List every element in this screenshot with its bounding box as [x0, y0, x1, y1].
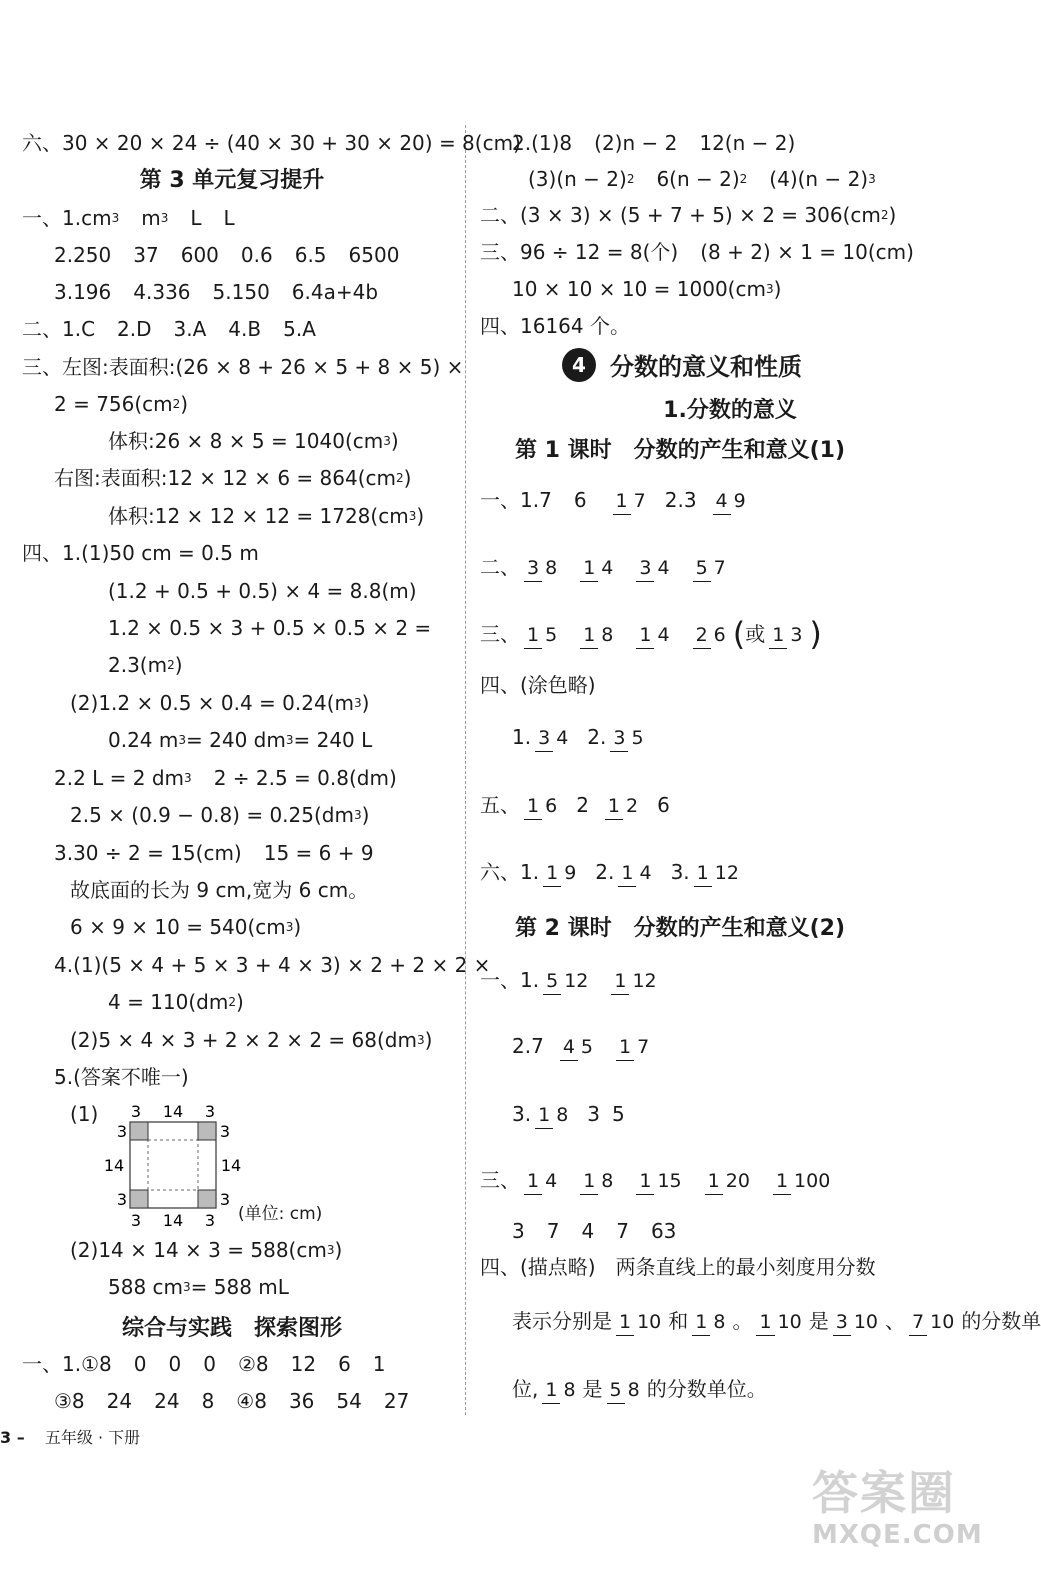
diagram-label: 3	[219, 1122, 231, 1141]
diagram-label: 14	[220, 1156, 242, 1175]
answer-line: (1)	[70, 1102, 99, 1126]
answer-line: 右图:表面积:12 × 12 × 6 = 864(cm 2 )	[54, 466, 412, 490]
fraction: 4 5	[560, 1036, 596, 1057]
diagram-label: 14	[103, 1156, 125, 1175]
answer-line: 三、左图:表面积:(26 × 8 + 26 × 5 + 8 × 5) ×	[22, 355, 464, 379]
watermark-text: 答案圈	[812, 1466, 956, 1520]
answer-line: 10 × 10 × 10 = 1000(cm 3 )	[512, 277, 782, 301]
diagram-label: 3	[204, 1102, 216, 1121]
answer-line: (3)(n − 2) 2 6(n − 2) 2 (4)(n − 2) 3	[528, 167, 876, 191]
answer-line: 二、 3 8 1 4 3 4 5 7	[480, 542, 733, 592]
page-footer	[0, 1425, 140, 1448]
answer-line: 二、(3 × 3) × (5 + 7 + 5) × 2 = 306(cm 2 )	[480, 203, 897, 227]
cut-corner-box-diagram	[100, 1100, 250, 1230]
answer-line: 2.250 37 600 0.6 6.5 6500	[54, 243, 400, 267]
diagram-corner-bl	[130, 1190, 148, 1208]
fraction: 1 7	[616, 1036, 652, 1057]
fraction: 2 6	[693, 624, 729, 645]
fraction: 5 8	[607, 1379, 643, 1400]
answer-line: 三、 1 4 1 8 1 15 1 20 1 100	[480, 1155, 837, 1205]
fraction: 1 8	[580, 1170, 616, 1191]
answer-line: 3.30 ÷ 2 = 15(cm) 15 = 6 + 9	[54, 841, 374, 865]
answer-line: 四、(描点略) 两条直线上的最小刻度用分数	[480, 1255, 876, 1279]
column-divider	[465, 125, 466, 1415]
answer-line: 一、1.①8 0 0 0 ②8 12 6 1	[22, 1352, 386, 1376]
watermark-url: MXQE.COM	[812, 1520, 983, 1550]
diagram-corner-tr	[198, 1122, 216, 1140]
fraction: 1 4	[618, 862, 654, 883]
fraction: 1 4	[580, 557, 616, 578]
diagram-label: 3	[116, 1190, 128, 1209]
fraction: 1 10	[756, 1311, 804, 1332]
fraction: 1 7	[613, 490, 649, 511]
fraction: 4 9	[713, 490, 749, 511]
answer-line: 0.24 m 3 = 240 dm 3 = 240 L	[108, 728, 373, 752]
answer-line: 2.5 × (0.9 − 0.8) = 0.25(dm 3 )	[70, 803, 370, 827]
fraction: 1 8	[692, 1311, 728, 1332]
diagram-label: 14	[162, 1102, 184, 1121]
fraction: 3 4	[636, 557, 672, 578]
answer-line: 4.(1)(5 × 4 + 5 × 3 + 4 × 3) × 2 + 2 × 2 ×	[54, 953, 491, 977]
fraction: 5 7	[693, 557, 729, 578]
diagram-fold-lines	[148, 1140, 198, 1190]
fraction: 1 6	[524, 795, 560, 816]
answer-line: 四、16164 个。	[480, 314, 630, 338]
answer-line: 3.196 4.336 5.150 6.4a+4b	[54, 280, 379, 304]
fraction: 1 20	[705, 1170, 753, 1191]
answer-line: (2)14 × 14 × 3 = 588(cm 3 )	[70, 1238, 343, 1262]
diagram-label: 3	[130, 1211, 142, 1230]
page-number: 3 –	[0, 1428, 25, 1447]
fraction: 1 8	[535, 1104, 571, 1125]
answer-line: 三、 1 5 1 8 1 4 2 6 ( 或 1 3 )	[480, 615, 822, 653]
chapter-title: 分数的意义和性质	[610, 353, 802, 381]
diagram-corner-br	[198, 1190, 216, 1208]
fraction: 3 4	[535, 727, 571, 748]
answer-line: 3. 1 8 3 5	[512, 1089, 625, 1139]
diagram-unit-label: (单位: cm)	[238, 1204, 323, 1224]
answer-line: 一、1. 5 12 1 12	[480, 955, 664, 1005]
answer-line: 2 = 756(cm 2 )	[54, 392, 189, 416]
answer-line: 6 × 9 × 10 = 540(cm 3 )	[70, 915, 302, 939]
diagram-label: 3	[130, 1102, 142, 1121]
answer-line: 2.3(m 2 )	[108, 653, 183, 677]
fraction: 3 5	[610, 727, 646, 748]
fraction: 1 4	[524, 1170, 560, 1191]
fraction: 1 5	[524, 624, 560, 645]
answer-line: 故底面的长为 9 cm,宽为 6 cm。	[70, 878, 369, 902]
fraction: 1 9	[543, 862, 579, 883]
diagram-label: 3	[116, 1122, 128, 1141]
answer-line: (2)1.2 × 0.5 × 0.4 = 0.24(m 3 )	[70, 691, 370, 715]
fraction: 1 15	[636, 1170, 684, 1191]
answer-line: 1. 3 4 2. 3 5	[512, 712, 651, 762]
watermark-logo	[812, 1466, 992, 1570]
fraction: 1 8	[580, 624, 616, 645]
answer-line: 4 = 110(dm 2 )	[108, 990, 244, 1014]
answer-line: 588 cm 3 = 588 mL	[108, 1275, 289, 1299]
answer-line: 1.2 × 0.5 × 3 + 0.5 × 0.5 × 2 =	[108, 616, 432, 640]
answer-line: 表示分别是 1 10 和 1 8 。 1 10 是 3 10 、 7 10 的分数单	[512, 1296, 1041, 1346]
answer-line: 六、1. 1 9 2. 1 4 3. 1 12	[480, 847, 746, 897]
answer-line: ③8 24 24 8 ④8 36 54 27	[54, 1389, 410, 1413]
lesson-title-1: 第 1 课时 分数的产生和意义(1)	[514, 438, 846, 463]
grade-label: 五年级 · 下册	[44, 1428, 141, 1447]
answer-line: 体积:26 × 8 × 5 = 1040(cm 3 )	[108, 429, 399, 453]
answer-line: 位, 1 8 是 5 8 的分数单位。	[512, 1364, 767, 1414]
fraction: 1 12	[694, 862, 742, 883]
diagram-label: 3	[219, 1190, 231, 1209]
chapter-heading	[562, 347, 802, 382]
section-heading-practice: 综合与实践 探索图形	[121, 1316, 342, 1341]
fraction: 1 100	[773, 1170, 833, 1191]
fraction: 1 10	[616, 1311, 664, 1332]
fraction: 5 12	[543, 970, 591, 991]
section-title: 1.分数的意义	[663, 398, 797, 423]
answer-line: 一、1.cm 3 m 3 L L	[22, 206, 235, 230]
answer-line: 四、(涂色略)	[480, 673, 596, 697]
fraction: 7 10	[909, 1311, 957, 1332]
answer-line: 2.(1)8 (2)n − 2 12(n − 2)	[512, 131, 796, 155]
diagram-label: 14	[162, 1211, 184, 1230]
lesson-title-2: 第 2 课时 分数的产生和意义(2)	[514, 916, 846, 941]
diagram-label: 3	[204, 1211, 216, 1230]
answer-line: 四、1.(1)50 cm = 0.5 m	[22, 541, 259, 565]
fraction: 1 12	[611, 970, 659, 991]
answer-line: 三、96 ÷ 12 = 8(个) (8 + 2) × 1 = 10(cm)	[480, 240, 914, 264]
answer-line: 5.(答案不唯一)	[54, 1065, 189, 1089]
section-heading-unit3: 第 3 单元复习提升	[139, 168, 325, 193]
fraction: 3 8	[524, 557, 560, 578]
answer-line: 3 7 4 7 63	[512, 1219, 677, 1243]
fraction: 1 8	[542, 1379, 578, 1400]
answer-line: 二、1.C 2.D 3.A 4.B 5.A	[22, 317, 316, 341]
answer-line: 2.7 4 5 1 7	[512, 1021, 656, 1071]
answer-line: 六、30 × 20 × 24 ÷ (40 × 30 + 30 × 20) = 8(cm)	[22, 131, 521, 155]
fraction: 1 4	[636, 624, 672, 645]
diagram-corner-tl	[130, 1122, 148, 1140]
answer-line: 体积:12 × 12 × 12 = 1728(cm 3 )	[108, 504, 425, 528]
answer-line: 2.2 L = 2 dm 3 2 ÷ 2.5 = 0.8(dm)	[54, 766, 397, 790]
answer-line: 五、 1 6 2 1 2 6	[480, 780, 670, 830]
answer-line: 一、1.7 6 1 7 2.3 4 9	[480, 475, 753, 525]
fraction: 1 2	[605, 795, 641, 816]
fraction: 1 3	[769, 624, 805, 645]
answer-line: (2)5 × 4 × 3 + 2 × 2 × 2 = 68(dm 3 )	[70, 1028, 433, 1052]
chapter-number-badge: 4	[562, 348, 596, 382]
fraction: 3 10	[833, 1311, 881, 1332]
answer-line: (1.2 + 0.5 + 0.5) × 4 = 8.8(m)	[108, 579, 417, 603]
